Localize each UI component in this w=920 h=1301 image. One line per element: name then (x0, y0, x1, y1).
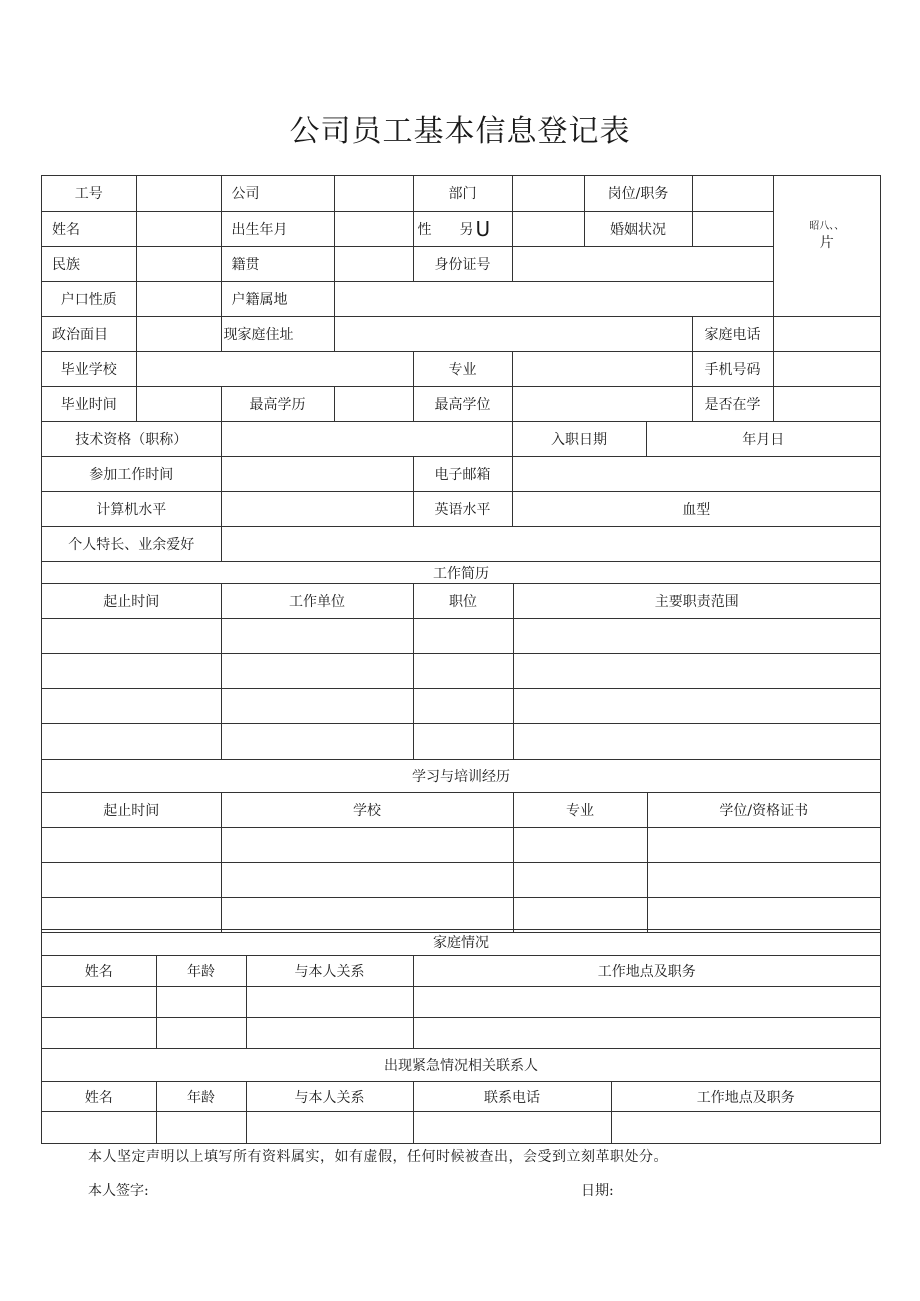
label-in-school: 是否在学 (692, 386, 773, 421)
row-hobbies (42, 526, 880, 561)
input-email[interactable] (512, 456, 880, 491)
header-certificate: 学位/资格证书 (647, 792, 880, 827)
cell[interactable] (42, 619, 221, 654)
row-graduation (42, 386, 880, 421)
cell[interactable] (413, 619, 513, 654)
header-phone: 联系电话 (413, 1082, 611, 1112)
header-period: 起止时间 (42, 792, 221, 827)
input-department[interactable] (512, 176, 584, 211)
row-work-start (42, 456, 880, 491)
work-history-row (42, 619, 880, 654)
label-company: 公司 (221, 176, 334, 211)
cell[interactable] (221, 897, 513, 932)
label-department: 部门 (413, 176, 512, 211)
row-employee-id (42, 176, 880, 211)
cell[interactable] (42, 862, 221, 897)
cell[interactable] (413, 1112, 611, 1143)
header-age: 年龄 (156, 1082, 246, 1112)
cell[interactable] (611, 1112, 880, 1143)
input-position[interactable] (692, 176, 773, 211)
label-gender-1: 性 (417, 221, 432, 238)
work-history-table (42, 561, 880, 759)
row-hukou (42, 281, 880, 316)
cell[interactable] (156, 1112, 246, 1143)
form-title: 公司员工基本信息登记表 (289, 114, 631, 149)
cell[interactable] (413, 724, 513, 759)
input-hukou-place[interactable] (334, 281, 773, 316)
input-entry-date[interactable]: 年月日 (646, 421, 880, 456)
row-ethnicity (42, 246, 880, 281)
photo-label: 片 (819, 235, 834, 251)
input-in-school[interactable] (773, 386, 880, 421)
cell[interactable] (221, 827, 513, 862)
work-history-row (42, 689, 880, 724)
label-email: 电子邮箱 (413, 456, 512, 491)
label-major: 专业 (413, 351, 512, 386)
label-ethnicity: 民族 (42, 246, 136, 281)
input-computer[interactable] (221, 491, 413, 526)
header-job-title: 职位 (413, 584, 513, 619)
input-work-start[interactable] (221, 456, 413, 491)
label-gender (413, 211, 512, 246)
input-birth[interactable] (334, 211, 413, 246)
row-name (42, 211, 880, 246)
family-row (42, 986, 880, 1017)
header-school: 学校 (221, 792, 513, 827)
header-workplace: 工作地点及职务 (413, 955, 880, 986)
label-qualification: 技术资格（职称） (42, 421, 221, 456)
label-native-place: 籍贯 (221, 246, 334, 281)
label-marital: 婚姻状况 (584, 211, 692, 246)
cell[interactable] (156, 986, 246, 1017)
input-company[interactable] (334, 176, 413, 211)
family-title-row (42, 930, 880, 955)
label-birth: 出生年月 (221, 211, 334, 246)
label-entry-date: 入职日期 (512, 421, 646, 456)
cell[interactable] (221, 654, 413, 689)
declaration-text: 本人坚定声明以上填写所有资料属实，如有虚假，任何时候被查出，会受到立刻革职处分。 (88, 1149, 668, 1165)
label-computer: 计算机水平 (42, 491, 221, 526)
input-home-address[interactable] (334, 316, 692, 351)
family-table (42, 930, 880, 1048)
emergency-table (42, 1048, 880, 1143)
cell[interactable] (221, 724, 413, 759)
header-age: 年龄 (156, 955, 246, 986)
label-hobbies: 个人特长、业余爱好 (42, 526, 221, 561)
label-hukou-type: 户口性质 (42, 281, 136, 316)
input-id-number[interactable] (512, 246, 773, 281)
cell[interactable] (246, 1112, 413, 1143)
label-gender-2: 另 (459, 221, 474, 238)
input-native-place[interactable] (334, 246, 413, 281)
label-id-number: 身份证号 (413, 246, 512, 281)
cell[interactable] (413, 689, 513, 724)
input-graduation-time[interactable] (136, 386, 221, 421)
cell[interactable] (513, 724, 880, 759)
education-row (42, 897, 880, 932)
header-employer: 工作单位 (221, 584, 413, 619)
cell[interactable] (221, 862, 513, 897)
cell[interactable] (246, 1017, 413, 1048)
label-highest-education: 最高学历 (221, 386, 334, 421)
basic-info-table (42, 176, 880, 561)
cell[interactable] (647, 827, 880, 862)
cell[interactable] (513, 654, 880, 689)
family-row (42, 1017, 880, 1048)
work-history-row (42, 724, 880, 759)
signature-label: 本人签字: (88, 1183, 149, 1199)
header-name: 姓名 (42, 1082, 156, 1112)
label-home-address: 现家庭住址 (221, 316, 334, 351)
cell[interactable] (42, 689, 221, 724)
label-highest-degree: 最高学位 (413, 386, 512, 421)
cell[interactable] (42, 827, 221, 862)
cell[interactable] (221, 619, 413, 654)
cell[interactable] (513, 897, 647, 932)
education-row (42, 862, 880, 897)
date-label: 日期: (581, 1183, 614, 1199)
cell[interactable] (413, 654, 513, 689)
label-work-start: 参加工作时间 (42, 456, 221, 491)
input-marital[interactable] (692, 211, 773, 246)
header-major: 专业 (513, 792, 647, 827)
input-qualification[interactable] (221, 421, 512, 456)
label-mobile: 手机号码 (692, 351, 773, 386)
label-home-phone: 家庭电话 (692, 316, 773, 351)
cell[interactable] (513, 689, 880, 724)
label-position: 岗位/职务 (584, 176, 692, 211)
input-employee-id[interactable] (136, 176, 221, 211)
row-computer (42, 491, 880, 526)
cell[interactable] (246, 986, 413, 1017)
cell[interactable] (42, 897, 221, 932)
cell[interactable] (42, 654, 221, 689)
education-title: 学习与培训经历 (42, 759, 880, 792)
family-section (41, 929, 881, 1144)
header-duties: 主要职责范围 (513, 584, 880, 619)
cell[interactable] (413, 1017, 880, 1048)
cell[interactable] (513, 827, 647, 862)
header-relation: 与本人关系 (246, 955, 413, 986)
label-employee-id: 工号 (42, 176, 136, 211)
cell[interactable] (221, 689, 413, 724)
family-header (42, 955, 880, 986)
input-mobile[interactable] (773, 351, 880, 386)
education-header (42, 792, 880, 827)
input-political[interactable] (136, 316, 221, 351)
work-history-header (42, 584, 880, 619)
cell[interactable] (42, 1017, 156, 1048)
cell[interactable] (513, 862, 647, 897)
work-history-title-row (42, 562, 880, 584)
input-name[interactable] (136, 211, 221, 246)
input-ethnicity[interactable] (136, 246, 221, 281)
input-highest-education[interactable] (334, 386, 413, 421)
label-english: 英语水平 (413, 491, 512, 526)
row-political (42, 316, 880, 351)
emergency-header (42, 1082, 880, 1112)
family-title: 家庭情况 (42, 930, 880, 955)
input-hobbies[interactable] (221, 526, 880, 561)
cell[interactable] (647, 862, 880, 897)
header-period: 起止时间 (42, 584, 221, 619)
cell[interactable] (42, 1112, 156, 1143)
label-political: 政治面目 (42, 316, 136, 351)
cell[interactable] (513, 619, 880, 654)
label-blood-type: 血型 (512, 491, 880, 526)
input-gender[interactable] (512, 211, 584, 246)
cell[interactable] (156, 1017, 246, 1048)
label-graduation-time: 毕业时间 (42, 386, 136, 421)
photo-label-small: 昭八、、 (809, 221, 845, 232)
row-school (42, 351, 880, 386)
label-hukou-place: 户籍属地 (221, 281, 334, 316)
label-school: 毕业学校 (42, 351, 136, 386)
label-name: 姓名 (42, 211, 136, 246)
emergency-row (42, 1112, 880, 1143)
work-history-title: 工作简历 (42, 562, 880, 584)
education-title-row (42, 759, 880, 792)
work-history-row (42, 654, 880, 689)
header-relation: 与本人关系 (246, 1082, 413, 1112)
cell[interactable] (42, 986, 156, 1017)
education-row (42, 827, 880, 862)
input-hukou-type[interactable] (136, 281, 221, 316)
emergency-title-row (42, 1049, 880, 1082)
cell[interactable] (413, 986, 880, 1017)
header-workplace: 工作地点及职务 (611, 1082, 880, 1112)
emergency-title: 出现紧急情况相关联系人 (42, 1049, 880, 1082)
input-school[interactable] (136, 351, 413, 386)
input-highest-degree[interactable] (512, 386, 692, 421)
row-qualification (42, 421, 880, 456)
basic-info-section (41, 175, 881, 933)
input-major[interactable] (512, 351, 692, 386)
gender-mark: U (475, 216, 491, 241)
input-home-phone[interactable] (773, 316, 880, 351)
header-name: 姓名 (42, 955, 156, 986)
cell[interactable] (647, 897, 880, 932)
cell[interactable] (42, 724, 221, 759)
photo-area[interactable] (773, 176, 880, 316)
education-table (42, 759, 880, 933)
